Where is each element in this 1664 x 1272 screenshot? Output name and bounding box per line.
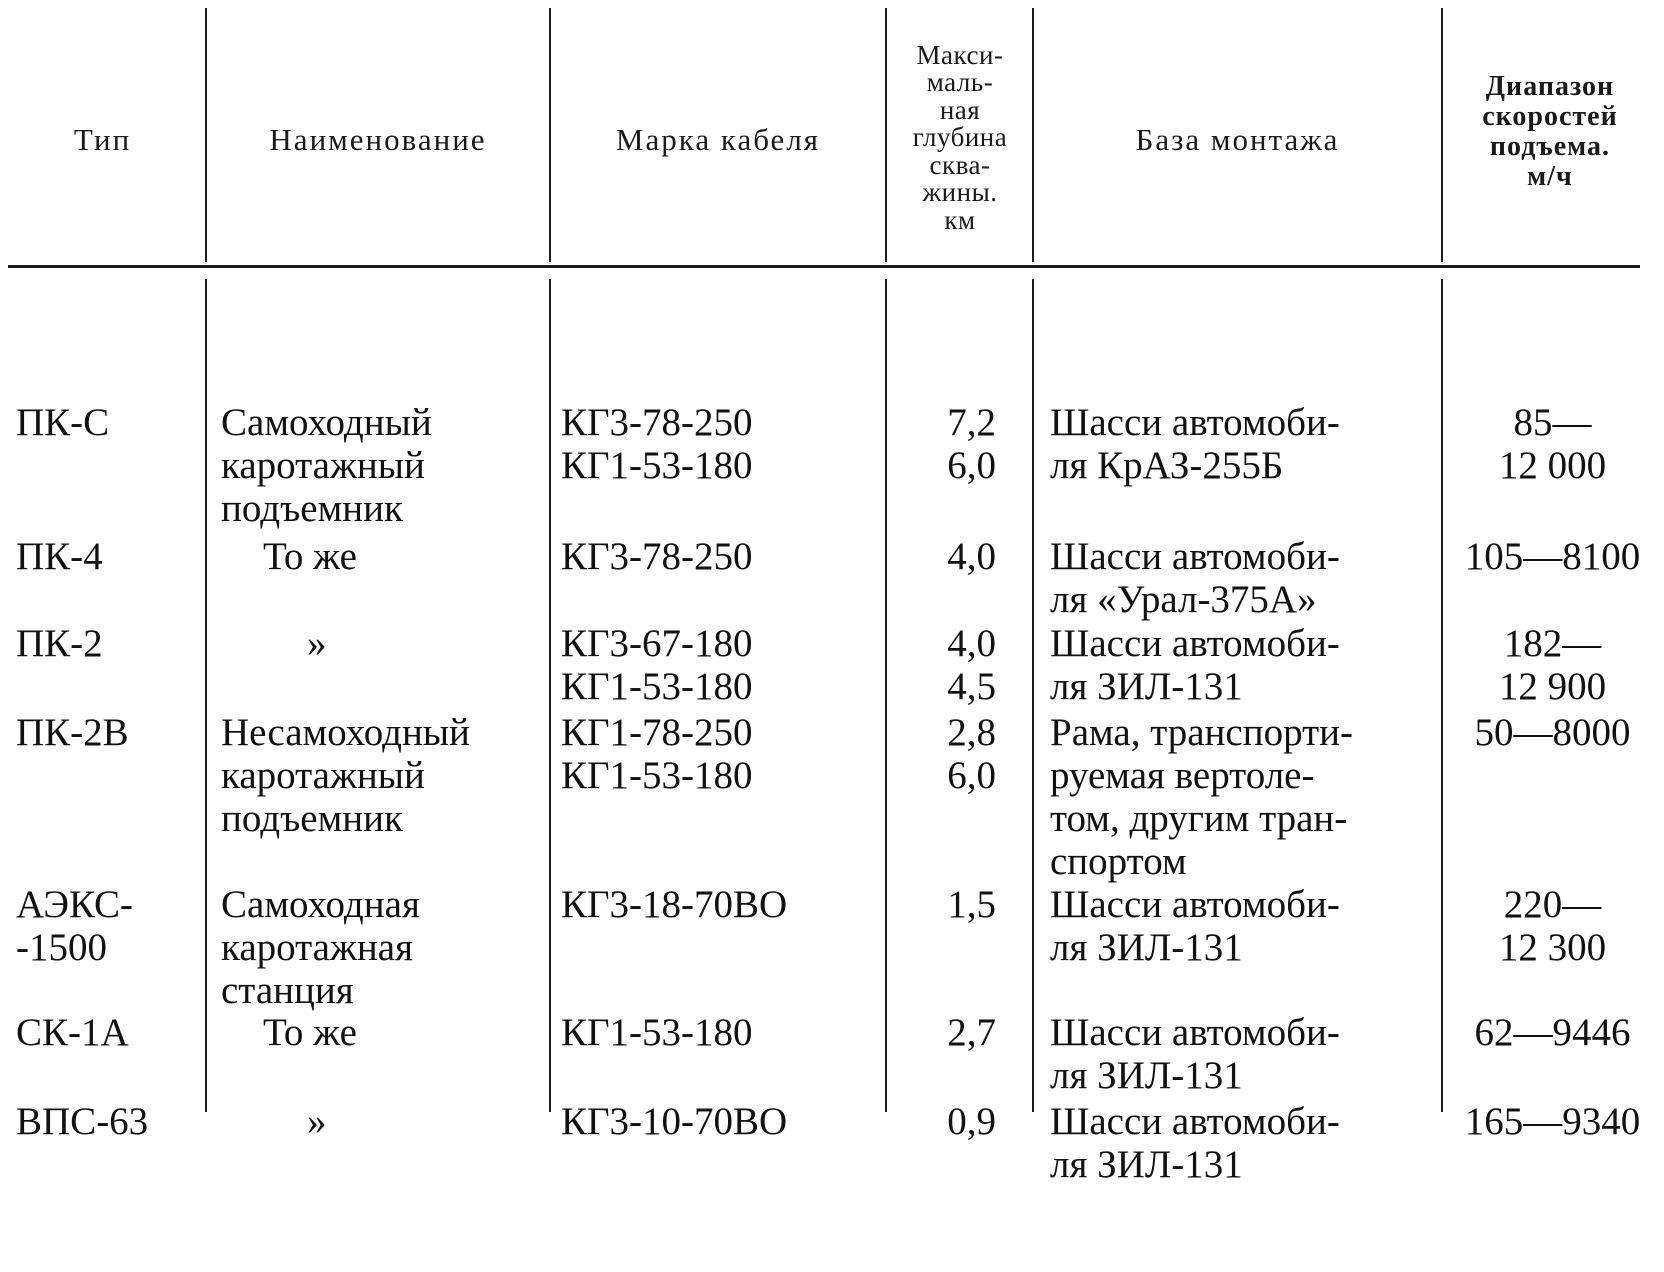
cell-base-text: Шасси автомоби- ля ЗИЛ-131 <box>1050 622 1340 708</box>
cell-type-text: АЭКС- -1500 <box>16 883 133 969</box>
cell-name <box>307 1014 407 1229</box>
cell-cable-text: КГ3-78-250 <box>561 535 753 578</box>
cell-speed-text: 50—8000 <box>1474 711 1631 754</box>
cell-base-text: Шасси автомоби- ля ЗИЛ-131 <box>1050 883 1340 969</box>
cell-base-text: Рама, транспорти- руемая вертоле- том, другим тран- спортом <box>1050 711 1353 883</box>
cell-speed-text: 105—8100 <box>1464 535 1641 578</box>
cell-cable-text: КГ1-53-180 <box>561 1011 753 1054</box>
header-name <box>207 70 549 210</box>
cell-base-text: Шасси автомоби- ля «Урал-375А» <box>1050 535 1340 621</box>
column-divider <box>549 279 551 1112</box>
cell-base <box>1050 1014 1430 1272</box>
header-separator <box>8 265 1640 268</box>
cell-speed <box>1445 1014 1660 1229</box>
header-depth <box>888 22 1032 254</box>
header-cable <box>551 70 885 210</box>
cell-name-text: Самоходный каротажный подъемник <box>221 401 432 530</box>
cell-cable-text: КГ1-78-250 КГ1-53-180 <box>561 711 753 797</box>
cell-type-text: ПК-С <box>16 401 110 444</box>
header-speed-text: Диапазон скоростей подъема. м/ч <box>1482 70 1618 192</box>
column-divider <box>885 8 887 262</box>
cell-depth-text: 4,0 4,5 <box>947 622 996 708</box>
cell-type-text: ПК-4 <box>16 535 103 578</box>
cell-base-text: Шасси автомоби- ля ЗИЛ-131 <box>1050 1100 1340 1186</box>
cell-name-text: Самоходная каротажная станция <box>221 883 420 1012</box>
header-type <box>0 70 205 210</box>
cell-depth-text: 7,2 6,0 <box>947 401 996 487</box>
header-name-text: Наименование <box>269 122 487 157</box>
cell-name-text: Несамоходный каротажный подъемник <box>221 711 470 840</box>
cell-name-text: То же <box>263 1011 357 1054</box>
cell-depth-text: 2,8 6,0 <box>947 711 996 797</box>
cell-cable-text: КГ3-67-180 КГ1-53-180 <box>561 622 753 708</box>
cell-type-text: ВПС-63 <box>16 1100 149 1143</box>
header-cable-text: Марка кабеля <box>615 122 821 157</box>
cell-name-text: » <box>307 622 327 665</box>
cell-speed-text: 220— 12 300 <box>1498 883 1607 969</box>
cell-depth <box>886 1014 996 1229</box>
header-speed <box>1440 64 1660 199</box>
cell-type-text: ПК-2В <box>16 711 129 754</box>
cell-cable-text: КГ3-10-70ВО <box>561 1100 788 1143</box>
cell-type <box>16 1014 201 1229</box>
cell-depth-text: 4,0 <box>947 535 996 578</box>
cell-name-text: То же <box>263 535 357 578</box>
header-base-text: База монтажа <box>1135 122 1340 157</box>
header-base <box>1034 70 1441 210</box>
column-divider <box>1032 279 1034 1112</box>
cell-speed-text: 165—9340 <box>1464 1100 1641 1143</box>
cell-cable-text: КГ3-18-70ВО <box>561 883 788 926</box>
header-type-text: Тип <box>73 122 132 157</box>
cell-depth-text: 0,9 <box>947 1100 996 1143</box>
cell-cable <box>561 1014 876 1229</box>
cell-depth-text: 1,5 <box>947 883 996 926</box>
cell-depth-text: 2,7 <box>947 1011 996 1054</box>
cell-base-text: Шасси автомоби- ля КрАЗ-255Б <box>1050 401 1340 487</box>
cell-name-text: » <box>307 1100 327 1143</box>
column-divider <box>205 279 207 1112</box>
cell-base-text: Шасси автомоби- ля ЗИЛ-131 <box>1050 1011 1340 1097</box>
cell-cable-text: КГ3-78-250 КГ1-53-180 <box>561 401 753 487</box>
cell-type-text: СК-1А <box>16 1011 129 1054</box>
column-divider <box>1441 279 1443 1112</box>
cell-speed-text: 85— 12 000 <box>1498 401 1607 487</box>
cell-speed-text: 182— 12 900 <box>1498 622 1607 708</box>
cell-speed-text: 62—9446 <box>1474 1011 1631 1054</box>
header-depth-text: Макси- маль- ная глубина сква- жины. км <box>912 39 1008 235</box>
cell-type-text: ПК-2 <box>16 622 103 665</box>
